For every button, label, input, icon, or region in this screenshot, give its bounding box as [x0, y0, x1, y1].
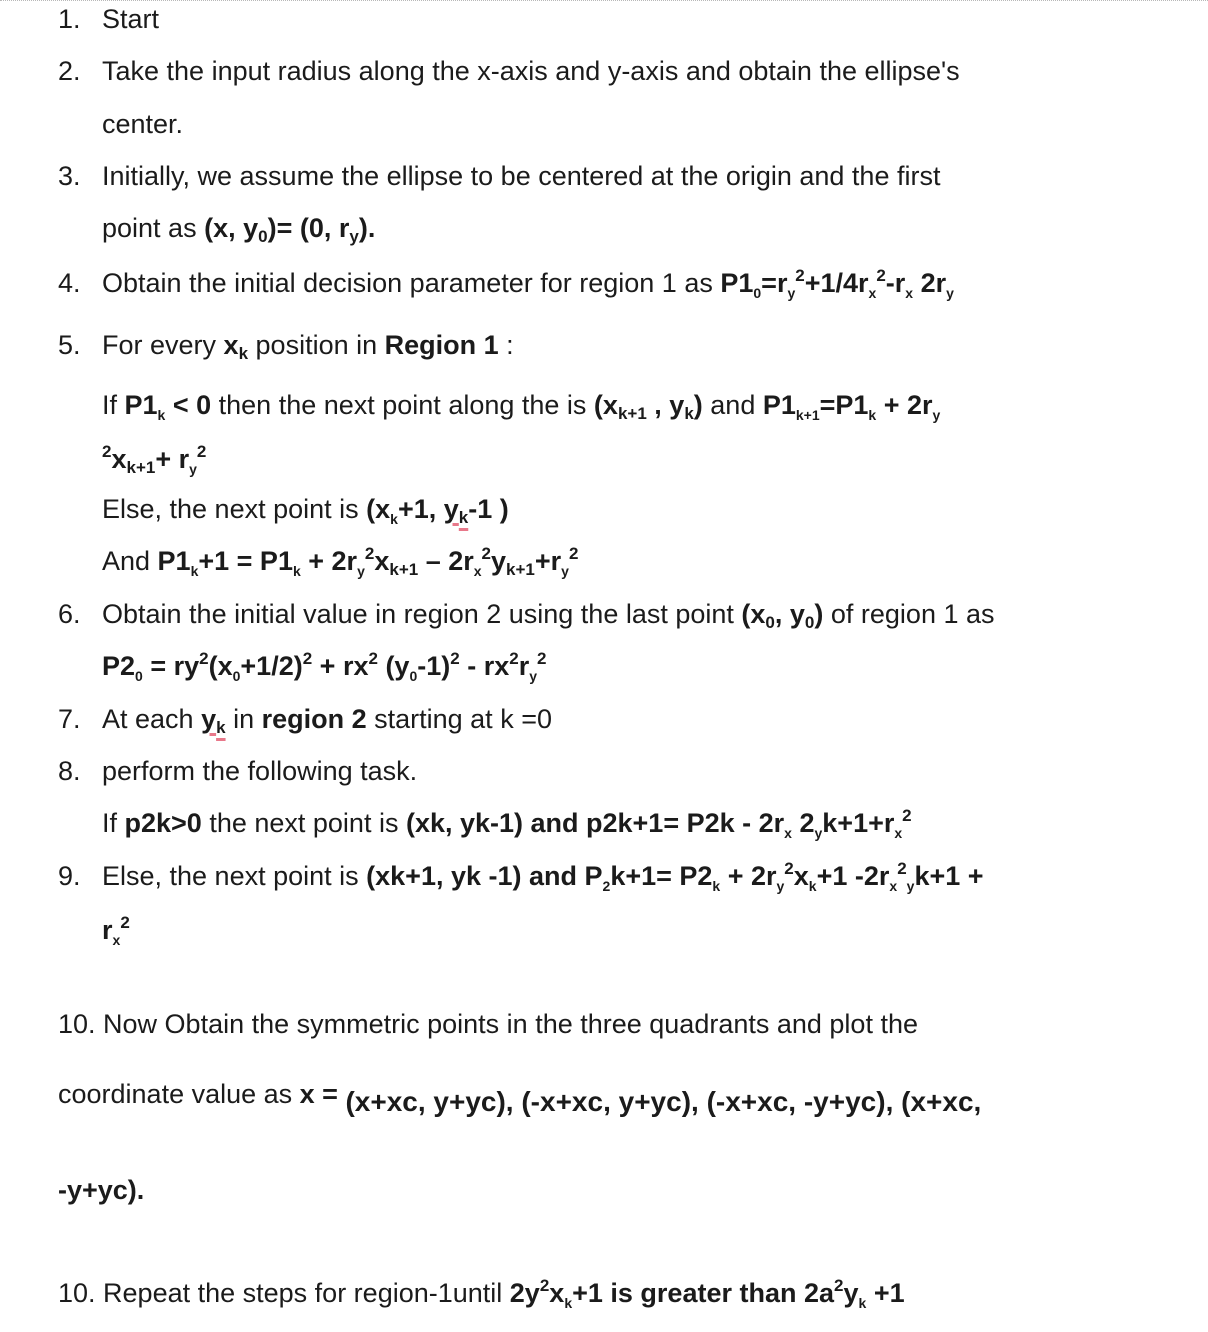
step-text: Else, the next point is ($x_k+1$, yk-1 ) — [102, 494, 509, 527]
step-text: $^2xk+1+ r_y^2$ — [102, 442, 207, 477]
step-number: 9. — [58, 861, 81, 891]
top-divider — [0, 0, 1208, 1]
step-text: point as (x, y0)= (0, ry). — [102, 213, 376, 246]
step-text: For every xk position in Region 1 : — [102, 330, 514, 363]
step-text: perform the following task. — [102, 756, 418, 786]
step-text: And $P1_k+1 = P1_k + 2r_y^2xk+1 - 2r_x^2yk+1+r_y^2$ — [102, 544, 579, 579]
step-number: 8. — [58, 756, 81, 786]
step-text: Obtain the initial decision parameter for region 1 as $P1_0=r_y^2+1/4r_x^2-r_x$ $2r_y$ — [102, 266, 954, 301]
step-text: Start — [102, 4, 160, 34]
step-number: 5. — [58, 330, 81, 360]
step-text: Else, the next point is (xk+1, yk -1) and $P_2k+1= P2_k + 2r_y^2x_k+1$ $-2r_x^2_yk+1$ + — [102, 859, 984, 894]
step-text: -y+yc). — [58, 1175, 145, 1205]
step-number: 2. — [58, 56, 81, 86]
step-text: At each yk in region 2 starting at k =0 — [102, 704, 552, 737]
step-number: 3. — [58, 161, 81, 191]
step-text: If $P1_k < 0$ then the next point along the is (xk+1 , yk) and $P1_{k+1}=P1_k + 2r_y$ — [102, 390, 941, 423]
step-text: coordinate value as x = (x+xc, y+yc), (-x+xc, y+yc), (-x+xc, -y+yc), (x+xc, — [58, 1079, 982, 1117]
step-text: Take the input radius along the x-axis and y-axis and obtain the ellipse's — [102, 56, 960, 86]
step-number: 6. — [58, 599, 81, 629]
step-text: $r_x^2$ — [102, 913, 130, 948]
step-text: Initially, we assume the ellipse to be centered at the origin and the first — [102, 161, 941, 191]
step-text: 10. Now Obtain the symmetric points in the three quadrants and plot the — [58, 1009, 918, 1039]
step-text: center. — [102, 109, 184, 139]
step-text: 10. Repeat the steps for region-1until $2y^2x_k+1$ is greater than $2a^2y_k +1$ — [58, 1276, 905, 1311]
step-number: 1. — [58, 4, 81, 34]
step-number: 4. — [58, 268, 81, 298]
step-number: 7. — [58, 704, 81, 734]
step-text: If p2k>0 the next point is (xk, yk-1) and $p2k+1= P2k - 2r_x$ $2_yk+1+r_x^2$ — [102, 806, 912, 841]
step-text: Obtain the initial value in region 2 using the last point (x0, y0) of region 1 as — [102, 599, 995, 632]
step-text: $P2_0 = ry^2(x_0+1/2)^2 + rx^2$ $(y_0-1)^2 - rx^2r_y^2$ — [102, 649, 547, 684]
